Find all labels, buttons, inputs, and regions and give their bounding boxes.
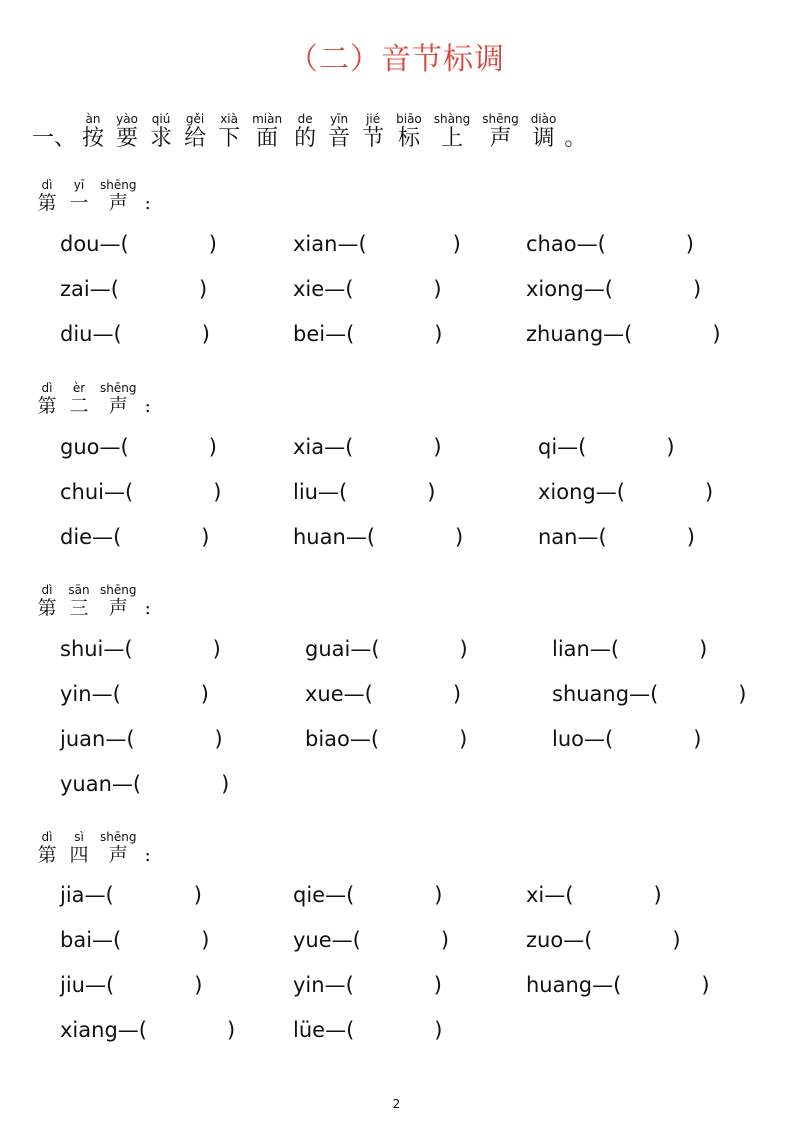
hanzi-char: 二: [69, 395, 89, 417]
syllable-item: [60, 524, 210, 550]
syllable-item: [538, 479, 713, 505]
open-paren: (: [105, 883, 114, 907]
dash-mark: —: [583, 277, 605, 301]
open-paren: (: [578, 435, 587, 459]
close-paren: ): [672, 928, 681, 952]
syllable-item: [60, 681, 209, 707]
dash-mark: —: [576, 232, 598, 256]
hanzi-char: 下: [218, 126, 241, 151]
syllable-text: diu: [60, 322, 93, 346]
dash-mark: —: [563, 928, 585, 952]
syllable-item: [526, 321, 721, 347]
syllable-text: jia: [60, 883, 85, 907]
open-paren: (: [112, 682, 121, 706]
syllable-text: guo: [60, 435, 100, 459]
dash-mark: —: [577, 525, 599, 549]
syllable-text: shui: [60, 637, 104, 661]
syllable-text: qi: [538, 435, 558, 459]
close-paren: ): [194, 973, 203, 997]
hanzi-char: 节: [362, 126, 385, 151]
pinyin-annotation: yào: [116, 112, 138, 126]
syllable-text: huang: [526, 973, 593, 997]
syllable-item: [293, 231, 461, 257]
syllable-item: [538, 434, 675, 460]
pinyin-annotation: de: [297, 112, 313, 126]
syllable-item: [60, 927, 209, 953]
open-paren: (: [371, 637, 380, 661]
syllable-text: xian: [293, 232, 338, 256]
ruby-char: [82, 112, 104, 152]
hanzi-char: 第: [37, 395, 57, 417]
close-paren: ): [433, 435, 442, 459]
heading-colon: :: [144, 395, 151, 417]
syllable-text: die: [60, 525, 93, 549]
open-paren: (: [613, 973, 622, 997]
syllable-item: [552, 726, 701, 752]
syllable-item: [60, 636, 221, 662]
dash-mark: —: [89, 277, 111, 301]
syllable-item: [305, 636, 468, 662]
open-paren: (: [565, 883, 574, 907]
pinyin-annotation: miàn: [252, 112, 283, 126]
syllable-text: xue: [305, 682, 344, 706]
syllable-item: [552, 636, 707, 662]
open-paren: (: [345, 277, 354, 301]
syllable-text: xia: [293, 435, 325, 459]
dash-mark: —: [544, 883, 566, 907]
close-paren: ): [433, 277, 442, 301]
close-paren: ): [213, 480, 222, 504]
ruby-char: [218, 112, 240, 152]
open-paren: (: [370, 727, 380, 751]
syllable-item: [526, 927, 681, 953]
dash-mark: —: [104, 480, 125, 504]
hanzi-char: 上: [440, 126, 463, 151]
close-paren: ): [738, 682, 747, 706]
hanzi-char: 的: [294, 126, 317, 151]
open-paren: (: [138, 1018, 147, 1042]
close-paren: ): [434, 883, 443, 907]
pinyin-annotation: diào: [530, 112, 557, 126]
ruby-char: [100, 178, 136, 214]
close-paren: ): [208, 435, 217, 459]
syllable-text: nan: [538, 525, 578, 549]
syllable-item: [60, 972, 202, 998]
hanzi-char: 一: [69, 192, 89, 214]
hanzi-char: 标: [397, 126, 420, 151]
question-instruction: [32, 112, 586, 152]
syllable-text: yue: [293, 928, 332, 952]
open-paren: (: [346, 1018, 355, 1042]
syllable-text: xiong: [526, 277, 584, 301]
dash-mark: —: [324, 277, 346, 301]
close-paren: ): [201, 928, 210, 952]
syllable-text: bai: [60, 928, 93, 952]
syllable-text: zai: [60, 277, 90, 301]
dash-mark: —: [91, 682, 113, 706]
dash-mark: —: [103, 637, 125, 661]
syllable-item: [60, 321, 210, 347]
open-paren: (: [113, 525, 122, 549]
hanzi-char: 第: [37, 192, 57, 214]
hanzi-char: 声: [108, 192, 128, 214]
syllable-item: [538, 524, 695, 550]
syllable-text: xi: [526, 883, 545, 907]
ruby-char: [396, 112, 422, 152]
dash-mark: —: [629, 682, 651, 706]
close-paren: ): [193, 883, 202, 907]
ruby-char: [184, 112, 206, 152]
open-paren: (: [604, 277, 613, 301]
syllable-item: [293, 1017, 442, 1043]
open-paren: (: [352, 928, 361, 952]
open-paren: (: [366, 525, 376, 549]
ruby-char: [252, 112, 282, 152]
syllable-text: yuan: [60, 772, 112, 796]
dash-mark: —: [117, 1018, 139, 1042]
hanzi-char: 声: [108, 395, 128, 417]
close-paren: ): [201, 525, 210, 549]
syllable-text: yin: [293, 973, 325, 997]
close-paren: ): [686, 525, 695, 549]
close-paren: ): [427, 480, 436, 504]
syllable-item: [305, 726, 467, 752]
syllable-text: lüe: [293, 1018, 326, 1042]
hanzi-char: 声: [489, 126, 512, 151]
ruby-char: [100, 583, 136, 619]
open-paren: (: [132, 772, 142, 796]
open-paren: (: [124, 637, 133, 661]
ruby-char: [294, 112, 316, 152]
open-paren: (: [616, 480, 625, 504]
syllable-text: zuo: [526, 928, 564, 952]
open-paren: (: [113, 928, 122, 952]
close-paren: ): [459, 727, 468, 751]
dash-mark: —: [111, 772, 133, 796]
close-paren: ): [434, 1018, 443, 1042]
ruby-char: [531, 112, 557, 152]
syllable-item: [293, 524, 463, 550]
question-end-mark: 。: [564, 126, 587, 151]
dash-mark: —: [92, 525, 114, 549]
syllable-item: [60, 434, 217, 460]
hanzi-char: 调: [532, 126, 555, 151]
open-paren: (: [105, 973, 115, 997]
syllable-text: juan: [60, 727, 106, 751]
syllable-item: [293, 882, 443, 908]
open-paren: (: [345, 435, 354, 459]
hanzi-char: 要: [116, 126, 139, 151]
syllable-item: [526, 882, 662, 908]
dash-mark: —: [592, 973, 614, 997]
syllable-item: [526, 276, 701, 302]
hanzi-char: 第: [37, 597, 57, 619]
open-paren: (: [598, 525, 607, 549]
dash-mark: —: [584, 727, 605, 751]
syllable-text: chui: [60, 480, 104, 504]
section-heading: [36, 381, 151, 417]
open-paren: (: [338, 480, 348, 504]
pinyin-annotation: shēng: [482, 112, 519, 126]
dash-mark: —: [92, 322, 114, 346]
open-paren: (: [584, 928, 593, 952]
ruby-char: [362, 112, 384, 152]
close-paren: ): [200, 682, 209, 706]
dash-mark: —: [557, 435, 579, 459]
syllable-text: jiu: [60, 973, 85, 997]
section-heading: [36, 178, 151, 214]
close-paren: ): [214, 727, 223, 751]
hanzi-char: 面: [256, 126, 279, 151]
syllable-item: [60, 231, 217, 257]
close-paren: ): [712, 322, 721, 346]
ruby-char: [68, 830, 90, 866]
dash-mark: —: [99, 435, 121, 459]
open-paren: (: [364, 682, 373, 706]
dash-mark: —: [331, 928, 353, 952]
syllable-item: [305, 681, 461, 707]
pinyin-annotation: shàng: [433, 112, 471, 126]
dash-mark: —: [84, 973, 106, 997]
question-number: 一、: [32, 126, 77, 151]
syllable-text: dou: [60, 232, 100, 256]
dash-mark: —: [343, 682, 365, 706]
close-paren: ): [440, 928, 450, 952]
open-paren: (: [605, 727, 614, 751]
ruby-char: [36, 381, 58, 417]
ruby-char: [482, 112, 518, 152]
syllable-text: shuang: [552, 682, 630, 706]
open-paren: (: [610, 637, 620, 661]
close-paren: ): [433, 973, 442, 997]
pinyin-annotation: shēng: [100, 830, 137, 844]
dash-mark: —: [92, 928, 114, 952]
syllable-item: [293, 972, 442, 998]
dash-mark: —: [325, 322, 347, 346]
open-paren: (: [120, 232, 129, 256]
dash-mark: —: [325, 883, 347, 907]
syllable-text: bei: [293, 322, 326, 346]
question-text: [76, 112, 562, 152]
open-paren: (: [345, 973, 354, 997]
heading-colon: :: [144, 844, 151, 866]
page-title: （二）音节标调: [288, 42, 505, 77]
close-paren: ): [699, 637, 708, 661]
syllable-item: [60, 771, 229, 797]
hanzi-char: 声: [108, 844, 128, 866]
syllable-text: chao: [526, 232, 577, 256]
open-paren: (: [126, 727, 135, 751]
syllable-text: liu: [293, 480, 318, 504]
section-heading: [36, 583, 151, 619]
open-paren: (: [125, 480, 134, 504]
dash-mark: —: [345, 525, 367, 549]
open-paren: (: [358, 232, 367, 256]
syllable-text: huan: [293, 525, 346, 549]
dash-mark: —: [317, 480, 339, 504]
close-paren: ): [701, 973, 710, 997]
pinyin-annotation: sì: [74, 830, 84, 844]
syllable-item: [293, 321, 443, 347]
syllable-text: qie: [293, 883, 326, 907]
syllable-item: [60, 1017, 235, 1043]
close-paren: ): [434, 322, 443, 346]
ruby-char: [328, 112, 350, 152]
pinyin-annotation: èr: [72, 381, 86, 395]
dash-mark: —: [337, 232, 359, 256]
pinyin-annotation: sān: [68, 583, 90, 597]
ruby-char: [36, 583, 58, 619]
syllable-item: [60, 726, 223, 752]
ruby-char: [68, 381, 90, 417]
ruby-char: [68, 178, 90, 214]
dash-mark: —: [325, 1018, 347, 1042]
dash-mark: —: [589, 637, 611, 661]
close-paren: ): [212, 637, 221, 661]
syllable-item: [552, 681, 746, 707]
dash-mark: —: [350, 637, 372, 661]
close-paren: ): [666, 435, 675, 459]
close-paren: ): [704, 480, 714, 504]
pinyin-annotation: dì: [41, 178, 53, 192]
close-paren: ): [459, 637, 468, 661]
hanzi-char: 声: [108, 597, 128, 619]
ruby-char: [36, 178, 58, 214]
open-paren: (: [346, 883, 355, 907]
close-paren: ): [198, 277, 208, 301]
open-paren: (: [346, 322, 355, 346]
open-paren: (: [624, 322, 633, 346]
close-paren: ): [201, 322, 210, 346]
pinyin-annotation: shēng: [100, 583, 137, 597]
syllable-item: [293, 434, 442, 460]
syllable-text: zhuang: [526, 322, 604, 346]
ruby-char: [116, 112, 138, 152]
syllable-item: [60, 479, 221, 505]
pinyin-annotation: jié: [366, 112, 381, 126]
ruby-char: [150, 112, 172, 152]
syllable-item: [293, 927, 449, 953]
open-paren: (: [110, 277, 119, 301]
open-paren: (: [597, 232, 606, 256]
ruby-char: [68, 583, 90, 619]
pinyin-annotation: shēng: [100, 381, 137, 395]
ruby-char: [434, 112, 470, 152]
heading-colon: :: [144, 192, 151, 214]
syllable-text: lian: [552, 637, 590, 661]
pinyin-annotation: dì: [41, 830, 53, 844]
dash-mark: —: [595, 480, 617, 504]
page-number: 2: [392, 1097, 401, 1111]
dash-mark: —: [105, 727, 127, 751]
dash-mark: —: [603, 322, 625, 346]
syllable-text: xiong: [538, 480, 596, 504]
close-paren: ): [693, 727, 702, 751]
pinyin-annotation: qiú: [151, 112, 171, 126]
pinyin-annotation: gěi: [185, 112, 205, 126]
syllable-item: [526, 972, 710, 998]
close-paren: ): [452, 682, 462, 706]
ruby-char: [100, 830, 136, 866]
dash-mark: —: [99, 232, 121, 256]
syllable-item: [60, 882, 202, 908]
pinyin-annotation: dì: [41, 583, 53, 597]
syllable-text: xiang: [60, 1018, 118, 1042]
close-paren: ): [685, 232, 694, 256]
pinyin-annotation: shēng: [100, 178, 137, 192]
syllable-text: luo: [552, 727, 584, 751]
pinyin-annotation: yīn: [330, 112, 349, 126]
open-paren: (: [120, 435, 129, 459]
close-paren: ): [452, 232, 461, 256]
hanzi-char: 三: [69, 597, 89, 619]
hanzi-char: 音: [328, 126, 351, 151]
pinyin-annotation: xià: [220, 112, 238, 126]
syllable-text: yin: [60, 682, 92, 706]
heading-colon: :: [144, 597, 151, 619]
syllable-item: [526, 231, 694, 257]
syllable-text: xie: [293, 277, 325, 301]
dash-mark: —: [324, 973, 346, 997]
hanzi-char: 求: [150, 126, 173, 151]
dash-mark: —: [349, 727, 371, 751]
syllable-item: [293, 276, 442, 302]
pinyin-annotation: dì: [41, 381, 53, 395]
syllable-text: biao: [305, 727, 350, 751]
close-paren: ): [208, 232, 217, 256]
syllable-item: [293, 479, 435, 505]
pinyin-annotation: àn: [85, 112, 101, 126]
pinyin-annotation: yī: [73, 178, 85, 192]
close-paren: ): [455, 525, 464, 549]
hanzi-char: 按: [82, 126, 105, 151]
syllable-text: guai: [305, 637, 351, 661]
close-paren: ): [692, 277, 702, 301]
close-paren: ): [653, 883, 662, 907]
pinyin-annotation: biāo: [396, 112, 422, 126]
ruby-char: [36, 830, 58, 866]
dash-mark: —: [84, 883, 106, 907]
close-paren: ): [226, 1018, 236, 1042]
close-paren: ): [221, 772, 230, 796]
dash-mark: —: [324, 435, 346, 459]
open-paren: (: [650, 682, 659, 706]
hanzi-char: 第: [37, 844, 57, 866]
syllable-item: [60, 276, 207, 302]
ruby-char: [100, 381, 136, 417]
hanzi-char: 四: [69, 844, 89, 866]
open-paren: (: [113, 322, 122, 346]
hanzi-char: 给: [184, 126, 207, 151]
section-heading: [36, 830, 151, 866]
